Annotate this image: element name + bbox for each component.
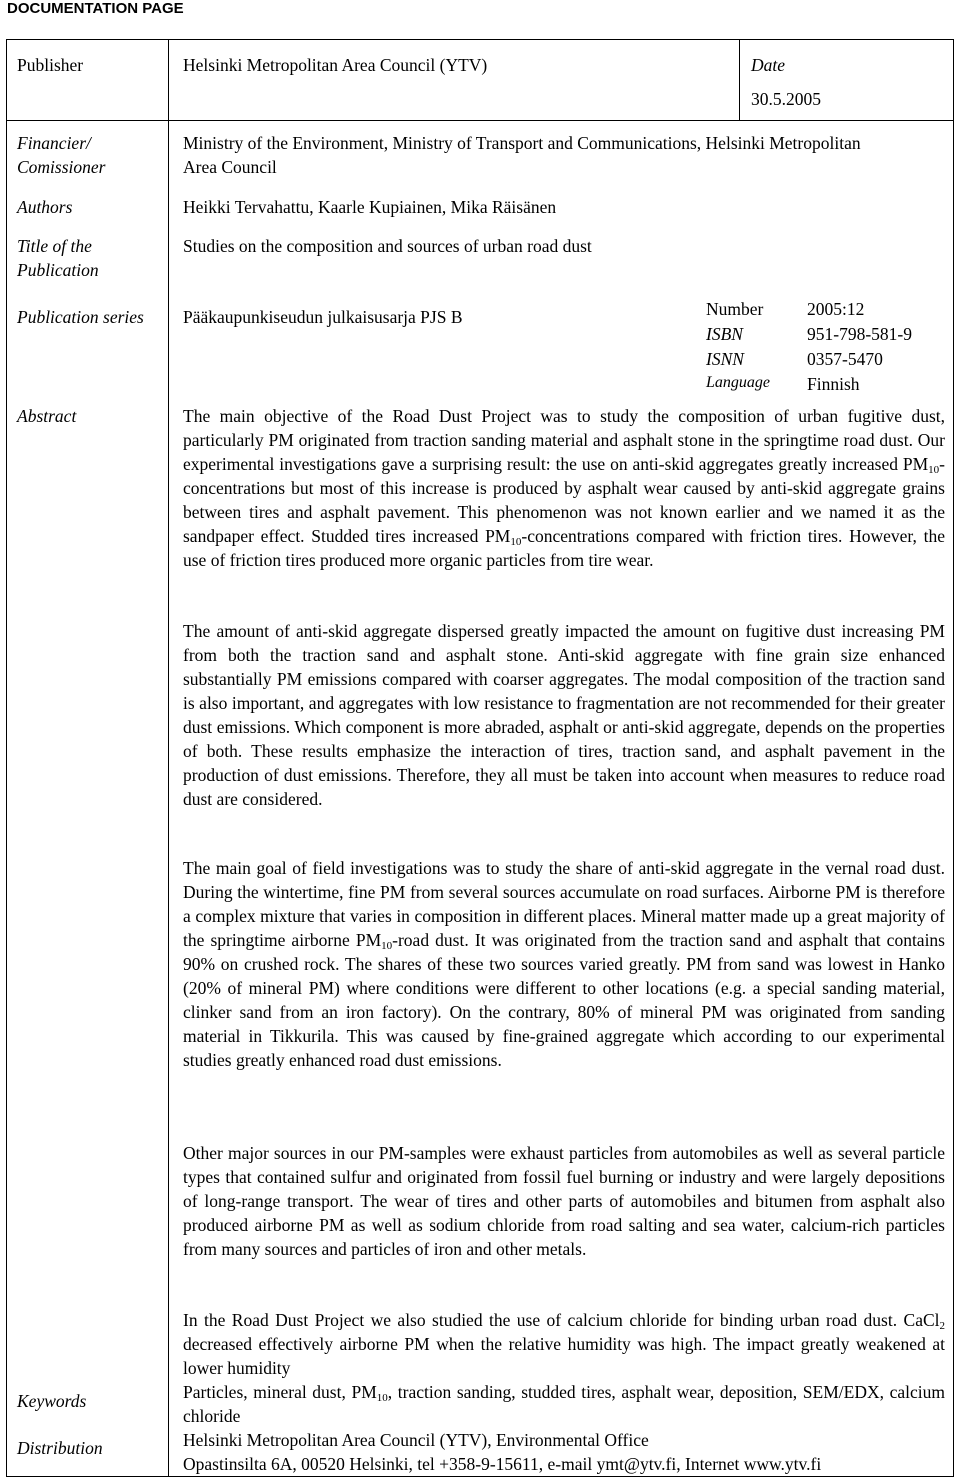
distribution-line-1: Helsinki Metropolitan Area Council (YTV), Environmental Office <box>183 1430 649 1450</box>
distribution-line-2: Opastinsilta 6A, 00520 Helsinki, tel +358-9-15611, e-mail ymt@ytv.fi, Internet www.ytv.fi <box>183 1454 822 1474</box>
frame-right-border <box>953 39 954 1477</box>
frame-bottom-border <box>6 1476 954 1477</box>
title-value: Studies on the composition and sources of urban road dust <box>183 236 592 256</box>
abstract-paragraph-1: The main objective of the Road Dust Project was to study the composition of urban fugitive dust, particularly PM originated from traction sanding material and asphalt stone in the springtime road dust. Our experimental investigations gave a surprising result: the use on anti-skid aggregates greatly increased $PM_{10}$-concentrations but most of this increase is produced by asphalt wear caused by anti-skid aggregate grains between tires and asphalt pavement. This phenomenon was not known earlier and we named it as the sandpaper effect. Studded tires increased $PM_{10}$-concentrations compared with friction tires. However, the use of friction tires produced more organic particles from tire wear. <box>183 406 945 570</box>
financier-value: Ministry of the Environment, Ministry of Transport and Communications, Helsinki Metropolitan Area Council <box>183 133 861 177</box>
financier-label: Financier/ Comissioner <box>17 133 106 177</box>
isbn-label: ISBN <box>706 324 743 344</box>
abstract-paragraph-4: Other major sources in our PM-samples were exhaust particles from automobiles as well as several particle types that contained sulfur and originated from fossil fuel burning or industry and were largely depositions of long-range transport. The wear of tires and other parts of automobiles and bitumen from asphalt also produced airborne PM as well as sodium chloride from road salting and sea water, calcium-rich particles from many sources and particles of iron and other metals. <box>183 1143 945 1259</box>
publisher-value: Helsinki Metropolitan Area Council (YTV) <box>183 55 488 75</box>
abstract-label: Abstract <box>17 406 77 426</box>
date-value: 30.5.2005 <box>751 89 821 109</box>
language-label: Language <box>706 374 770 391</box>
frame-left-border <box>6 39 7 1477</box>
series-value: Pääkaupunkiseudun julkaisusarja PJS B <box>183 307 463 327</box>
issn-value: 0357-5470 <box>807 349 883 369</box>
abstract-paragraph-3: The main goal of field investigations was to study the share of anti-skid aggregate in the vernal road dust. During the wintertime, fine PM from several sources accumulate on road surfaces. Airborne PM is therefore a complex mixture that varies in composition in different places. Mineral matter made up a great majority of the springtime airborne $PM_{10}$-road dust. It was originated from the traction sand and asphalt that contains 90% on crushed rock. The shares of these two sources varied greatly. PM from sand was lowest in Hanko (20% of mineral PM) where conditions were different to other locations (e.g. a special sanding material, clinker sand from an iron factory). On the contrary, 80% of mineral PM was originated from sanding material in Tikkurila. This was caused by fine-grained aggregate which according to our experimental studies greatly enhanced road dust emissions. <box>183 858 945 1070</box>
page-heading: DOCUMENTATION PAGE <box>7 0 184 17</box>
issn-label: ISNN <box>706 349 744 369</box>
title-label: Title of the Publication <box>17 236 99 280</box>
abstract-paragraph-2: The amount of anti-skid aggregate dispersed greatly impacted the amount on fugitive dust increasing PM from both the traction sand and asphalt stone. Anti-skid aggregate with fine grain size enhanced substantially PM emissions compared with coarser aggregates. The modal composition of the traction sand is also important, and aggregates with low resistance to fragmentation are not recommended for their greater dust emissions. Which component is more abraded, asphalt or anti-skid aggregate, depends on the properties of both. These results emphasize the interaction of tires, traction sand, and asphalt pavement in the production of dust emissions. Therefore, they all must be taken into account when measures to reduce road dust are considered. <box>183 621 945 809</box>
keywords-label: Keywords <box>17 1391 87 1411</box>
number-value: 2005:12 <box>807 299 865 319</box>
series-label: Publication series <box>17 307 144 327</box>
label-column-divider <box>168 39 169 1477</box>
language-value: Finnish <box>807 374 860 394</box>
abstract-paragraph-5: In the Road Dust Project we also studied the use of calcium chloride for binding urban road dust. CaCl$_2$ decreased effectively airborne PM when the relative humidity was high. The impact greatly weakened at lower humidity <box>183 1310 945 1378</box>
authors-label: Authors <box>17 197 73 217</box>
authors-value: Heikki Tervahattu, Kaarle Kupiainen, Mika Räisänen <box>183 197 557 217</box>
keywords-value: Particles, mineral dust, $PM_{10}$, traction sanding, studded tires, asphalt wear, deposition, SEM/EDX, calcium chloride <box>183 1382 945 1426</box>
publisher-row-divider <box>6 120 954 121</box>
distribution-label: Distribution <box>17 1438 103 1458</box>
date-column-divider <box>739 39 740 120</box>
date-label: Date <box>751 55 786 75</box>
frame-top-border <box>6 39 954 40</box>
publisher-label: Publisher <box>17 55 84 75</box>
isbn-value: 951-798-581-9 <box>807 324 912 344</box>
number-label: Number <box>706 299 764 319</box>
